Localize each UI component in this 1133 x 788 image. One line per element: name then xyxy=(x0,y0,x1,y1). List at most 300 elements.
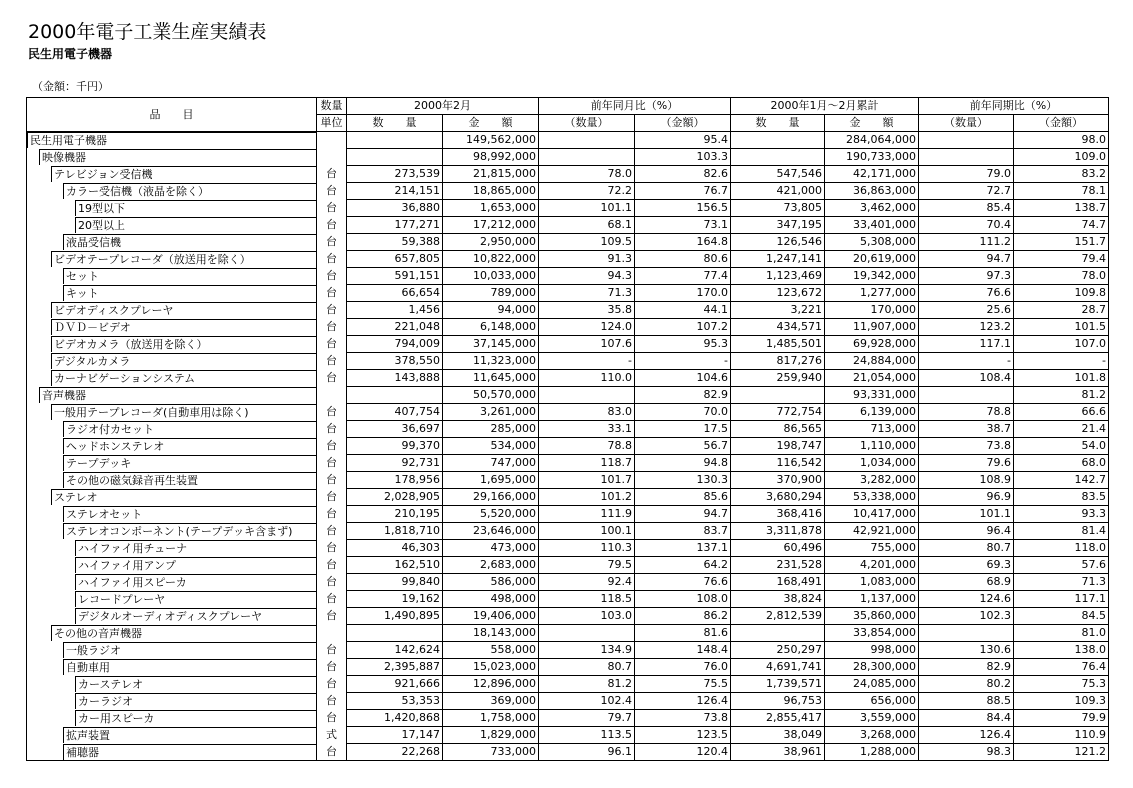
yoy-amount-cell: 82.9 xyxy=(635,387,731,404)
cum-qty-cell: 38,961 xyxy=(731,744,825,761)
yoy-qty-cell: 101.2 xyxy=(539,489,635,506)
table-row xyxy=(27,132,1109,149)
yoy-qty-cell: 91.3 xyxy=(539,251,635,268)
unit-cell: 台 xyxy=(317,557,347,574)
cum-yoy-amount-cell: 21.4 xyxy=(1014,421,1109,438)
unit-cell: 台 xyxy=(317,251,347,268)
table-row xyxy=(27,421,1109,438)
yoy-amount-cell: 164.8 xyxy=(635,234,731,251)
cum-yoy-amount-cell: 83.2 xyxy=(1014,166,1109,183)
header-item: 品 目 xyxy=(27,98,317,132)
page-title: 2000年電子工業生産実績表 xyxy=(28,21,267,43)
yoy-qty-cell: 79.7 xyxy=(539,710,635,727)
header-cum-yoy-qty: （数量） xyxy=(919,115,1014,132)
cum-amount-cell: 33,854,000 xyxy=(825,625,919,642)
yoy-amount-cell: 44.1 xyxy=(635,302,731,319)
unit-cell: 台 xyxy=(317,608,347,625)
unit-cell: 台 xyxy=(317,472,347,489)
yoy-qty-cell: 118.7 xyxy=(539,455,635,472)
yoy-qty-cell: 79.5 xyxy=(539,557,635,574)
qty-cell: 1,456 xyxy=(347,302,443,319)
item-name: カーナビゲーションシステム xyxy=(51,370,316,386)
header-feb-yoy-amount: （金額） xyxy=(635,115,731,132)
yoy-amount-cell: 82.6 xyxy=(635,166,731,183)
yoy-qty-cell: 83.0 xyxy=(539,404,635,421)
item-name: ステレオセット xyxy=(63,506,316,522)
amount-cell: 747,000 xyxy=(443,455,539,472)
qty-cell xyxy=(347,625,443,642)
item-name: ビデオテープレコーダ（放送用を除く） xyxy=(51,251,316,267)
cum-yoy-amount-cell: 117.1 xyxy=(1014,591,1109,608)
cum-yoy-qty-cell: 124.6 xyxy=(919,591,1014,608)
unit-cell: 台 xyxy=(317,574,347,591)
yoy-qty-cell xyxy=(539,132,635,149)
qty-cell: 92,731 xyxy=(347,455,443,472)
qty-cell: 53,353 xyxy=(347,693,443,710)
table-row xyxy=(27,472,1109,489)
qty-cell: 407,754 xyxy=(347,404,443,421)
item-cell xyxy=(27,744,317,761)
unit-cell xyxy=(317,132,347,149)
cum-amount-cell: 998,000 xyxy=(825,642,919,659)
cum-yoy-qty-cell: 126.4 xyxy=(919,727,1014,744)
item-name: 補聴器 xyxy=(63,744,316,760)
cum-yoy-qty-cell xyxy=(919,625,1014,642)
cum-yoy-qty-cell: 130.6 xyxy=(919,642,1014,659)
cum-yoy-amount-cell: 81.2 xyxy=(1014,387,1109,404)
qty-cell: 19,162 xyxy=(347,591,443,608)
unit-cell: 台 xyxy=(317,642,347,659)
item-cell xyxy=(27,421,317,438)
qty-cell: 214,151 xyxy=(347,183,443,200)
item-cell xyxy=(27,234,317,251)
amount-cell: 733,000 xyxy=(443,744,539,761)
yoy-amount-cell: 70.0 xyxy=(635,404,731,421)
cum-yoy-qty-cell: 97.3 xyxy=(919,268,1014,285)
cum-yoy-amount-cell: 76.4 xyxy=(1014,659,1109,676)
header-feb-qty: 数 量 xyxy=(347,115,443,132)
yoy-qty-cell: 110.0 xyxy=(539,370,635,387)
item-name: 一般用テープレコーダ(自動車用は除く) xyxy=(51,404,316,420)
item-name: 拡声装置 xyxy=(63,727,316,743)
cum-amount-cell: 53,338,000 xyxy=(825,489,919,506)
cum-qty-cell: 1,739,571 xyxy=(731,676,825,693)
table-row xyxy=(27,183,1109,200)
unit-cell xyxy=(317,625,347,642)
amount-cell: 94,000 xyxy=(443,302,539,319)
amount-cell: 149,562,000 xyxy=(443,132,539,149)
yoy-qty-cell: 92.4 xyxy=(539,574,635,591)
unit-cell: 台 xyxy=(317,336,347,353)
yoy-qty-cell: 110.3 xyxy=(539,540,635,557)
amount-cell: 11,645,000 xyxy=(443,370,539,387)
item-name: 液晶受信機 xyxy=(63,234,316,250)
table-row xyxy=(27,727,1109,744)
qty-cell xyxy=(347,387,443,404)
cum-amount-cell: 33,401,000 xyxy=(825,217,919,234)
cum-yoy-amount-cell: 121.2 xyxy=(1014,744,1109,761)
unit-cell: 台 xyxy=(317,438,347,455)
header-unit-top: 数量 xyxy=(317,98,347,115)
cum-amount-cell: 284,064,000 xyxy=(825,132,919,149)
item-name: 民生用電子機器 xyxy=(27,132,316,148)
cum-qty-cell: 38,824 xyxy=(731,591,825,608)
table-row xyxy=(27,353,1109,370)
cum-amount-cell: 3,462,000 xyxy=(825,200,919,217)
cum-yoy-amount-cell: 84.5 xyxy=(1014,608,1109,625)
amount-cell: 498,000 xyxy=(443,591,539,608)
yoy-amount-cell: 86.2 xyxy=(635,608,731,625)
table-row xyxy=(27,200,1109,217)
cum-qty-cell: 3,221 xyxy=(731,302,825,319)
qty-cell xyxy=(347,149,443,166)
cum-amount-cell: 42,921,000 xyxy=(825,523,919,540)
unit-cell: 台 xyxy=(317,200,347,217)
yoy-qty-cell xyxy=(539,625,635,642)
item-cell xyxy=(27,608,317,625)
item-name: その他の音声機器 xyxy=(51,625,316,641)
production-table xyxy=(26,97,1109,761)
amount-cell: 10,033,000 xyxy=(443,268,539,285)
item-cell xyxy=(27,591,317,608)
table-row xyxy=(27,302,1109,319)
cum-yoy-amount-cell: 28.7 xyxy=(1014,302,1109,319)
cum-amount-cell: 755,000 xyxy=(825,540,919,557)
unit-cell: 台 xyxy=(317,591,347,608)
cum-qty-cell: 73,805 xyxy=(731,200,825,217)
header-cum-yoy: 前年同期比（%） xyxy=(919,98,1109,115)
qty-cell: 99,840 xyxy=(347,574,443,591)
qty-cell: 99,370 xyxy=(347,438,443,455)
yoy-amount-cell: 170.0 xyxy=(635,285,731,302)
cum-yoy-qty-cell: 79.0 xyxy=(919,166,1014,183)
cum-yoy-amount-cell: 101.8 xyxy=(1014,370,1109,387)
yoy-qty-cell: 101.7 xyxy=(539,472,635,489)
cum-qty-cell: 2,812,539 xyxy=(731,608,825,625)
cum-yoy-qty-cell: 108.9 xyxy=(919,472,1014,489)
header-cum-qty: 数 量 xyxy=(731,115,825,132)
cum-yoy-amount-cell: 78.0 xyxy=(1014,268,1109,285)
item-name: ハイファイ用アンプ xyxy=(75,557,316,573)
cum-qty-cell: 116,542 xyxy=(731,455,825,472)
item-name: 19型以下 xyxy=(75,200,316,216)
cum-yoy-amount-cell: 138.7 xyxy=(1014,200,1109,217)
amount-cell: 1,758,000 xyxy=(443,710,539,727)
table-body xyxy=(27,132,1109,761)
item-cell xyxy=(27,693,317,710)
amount-cell: 10,822,000 xyxy=(443,251,539,268)
yoy-amount-cell: 95.3 xyxy=(635,336,731,353)
item-name: ハイファイ用チューナ xyxy=(75,540,316,556)
header-unit-bottom: 単位 xyxy=(317,115,347,132)
yoy-amount-cell: 103.3 xyxy=(635,149,731,166)
yoy-qty-cell: - xyxy=(539,353,635,370)
yoy-qty-cell: 80.7 xyxy=(539,659,635,676)
amount-cell: 37,145,000 xyxy=(443,336,539,353)
cum-amount-cell: 20,619,000 xyxy=(825,251,919,268)
cum-yoy-qty-cell: 72.7 xyxy=(919,183,1014,200)
item-name: 映像機器 xyxy=(39,149,316,165)
item-cell xyxy=(27,625,317,642)
header-cum-amount: 金 額 xyxy=(825,115,919,132)
item-name: カー用スピーカ xyxy=(75,710,316,726)
cum-yoy-qty-cell: 117.1 xyxy=(919,336,1014,353)
amount-cell: 18,865,000 xyxy=(443,183,539,200)
yoy-qty-cell: 101.1 xyxy=(539,200,635,217)
yoy-amount-cell: 83.7 xyxy=(635,523,731,540)
unit-cell: 台 xyxy=(317,540,347,557)
cum-qty-cell: 38,049 xyxy=(731,727,825,744)
yoy-amount-cell: 94.8 xyxy=(635,455,731,472)
item-cell xyxy=(27,557,317,574)
item-name: デジタルオーディオディスクプレーヤ xyxy=(75,608,316,624)
yoy-amount-cell: 95.4 xyxy=(635,132,731,149)
cum-amount-cell: 21,054,000 xyxy=(825,370,919,387)
table-row xyxy=(27,387,1109,404)
cum-yoy-amount-cell: 79.4 xyxy=(1014,251,1109,268)
cum-yoy-qty-cell: 69.3 xyxy=(919,557,1014,574)
unit-cell: 台 xyxy=(317,676,347,693)
yoy-amount-cell: 64.2 xyxy=(635,557,731,574)
cum-yoy-qty-cell: 38.7 xyxy=(919,421,1014,438)
qty-cell: 273,539 xyxy=(347,166,443,183)
item-cell xyxy=(27,217,317,234)
item-cell xyxy=(27,200,317,217)
yoy-amount-cell: 17.5 xyxy=(635,421,731,438)
yoy-qty-cell: 103.0 xyxy=(539,608,635,625)
table-row xyxy=(27,268,1109,285)
table-row xyxy=(27,251,1109,268)
amount-cell: 12,896,000 xyxy=(443,676,539,693)
qty-cell: 36,697 xyxy=(347,421,443,438)
cum-yoy-qty-cell xyxy=(919,387,1014,404)
cum-yoy-qty-cell: 98.3 xyxy=(919,744,1014,761)
yoy-amount-cell: 126.4 xyxy=(635,693,731,710)
cum-yoy-amount-cell: 109.0 xyxy=(1014,149,1109,166)
table-row xyxy=(27,557,1109,574)
cum-yoy-amount-cell: 107.0 xyxy=(1014,336,1109,353)
cum-amount-cell: 170,000 xyxy=(825,302,919,319)
table-row xyxy=(27,659,1109,676)
table-row xyxy=(27,319,1109,336)
cum-amount-cell: 713,000 xyxy=(825,421,919,438)
amount-cell: 1,829,000 xyxy=(443,727,539,744)
amount-cell: 98,992,000 xyxy=(443,149,539,166)
item-name: セット xyxy=(63,268,316,284)
header-feb-yoy-qty: （数量） xyxy=(539,115,635,132)
cum-qty-cell: 421,000 xyxy=(731,183,825,200)
item-name: その他の磁気録音再生装置 xyxy=(63,472,316,488)
cum-yoy-amount-cell: 75.3 xyxy=(1014,676,1109,693)
yoy-qty-cell: 109.5 xyxy=(539,234,635,251)
yoy-qty-cell: 111.9 xyxy=(539,506,635,523)
yoy-qty-cell: 78.8 xyxy=(539,438,635,455)
cum-qty-cell: 1,485,501 xyxy=(731,336,825,353)
cum-amount-cell: 1,083,000 xyxy=(825,574,919,591)
table-row xyxy=(27,166,1109,183)
yoy-amount-cell: 76.0 xyxy=(635,659,731,676)
item-name: ステレオコンポーネント(テープデッキ含まず) xyxy=(63,523,316,539)
cum-yoy-amount-cell: 74.7 xyxy=(1014,217,1109,234)
yoy-qty-cell: 113.5 xyxy=(539,727,635,744)
amount-cell: 15,023,000 xyxy=(443,659,539,676)
item-cell xyxy=(27,455,317,472)
yoy-amount-cell: 137.1 xyxy=(635,540,731,557)
item-cell xyxy=(27,506,317,523)
table-row xyxy=(27,608,1109,625)
cum-qty-cell: 231,528 xyxy=(731,557,825,574)
cum-amount-cell: 3,282,000 xyxy=(825,472,919,489)
cum-amount-cell: 1,277,000 xyxy=(825,285,919,302)
cum-amount-cell: 28,300,000 xyxy=(825,659,919,676)
table-row xyxy=(27,336,1109,353)
cum-yoy-amount-cell: 71.3 xyxy=(1014,574,1109,591)
yoy-amount-cell: 73.8 xyxy=(635,710,731,727)
yoy-amount-cell: 81.6 xyxy=(635,625,731,642)
item-cell xyxy=(27,676,317,693)
cum-yoy-amount-cell: 93.3 xyxy=(1014,506,1109,523)
unit-cell: 台 xyxy=(317,217,347,234)
cum-yoy-qty-cell: - xyxy=(919,353,1014,370)
cum-amount-cell: 5,308,000 xyxy=(825,234,919,251)
item-cell xyxy=(27,336,317,353)
unit-cell: 台 xyxy=(317,710,347,727)
cum-yoy-qty-cell: 78.8 xyxy=(919,404,1014,421)
yoy-amount-cell: 104.6 xyxy=(635,370,731,387)
qty-cell: 177,271 xyxy=(347,217,443,234)
amount-cell: 586,000 xyxy=(443,574,539,591)
yoy-amount-cell: 156.5 xyxy=(635,200,731,217)
qty-cell: 1,490,895 xyxy=(347,608,443,625)
amount-cell: 21,815,000 xyxy=(443,166,539,183)
cum-qty-cell xyxy=(731,625,825,642)
item-name: ビデオカメラ（放送用を除く） xyxy=(51,336,316,352)
cum-yoy-qty-cell: 96.4 xyxy=(919,523,1014,540)
cum-yoy-amount-cell: 109.8 xyxy=(1014,285,1109,302)
cum-yoy-amount-cell: 110.9 xyxy=(1014,727,1109,744)
amount-cell: 1,653,000 xyxy=(443,200,539,217)
cum-qty-cell: 168,491 xyxy=(731,574,825,591)
cum-yoy-amount-cell: 118.0 xyxy=(1014,540,1109,557)
header-feb-amount: 金 額 xyxy=(443,115,539,132)
item-cell xyxy=(27,574,317,591)
cum-qty-cell: 60,496 xyxy=(731,540,825,557)
cum-amount-cell: 42,171,000 xyxy=(825,166,919,183)
unit-cell: 台 xyxy=(317,353,347,370)
item-name: キット xyxy=(63,285,316,301)
cum-qty-cell: 123,672 xyxy=(731,285,825,302)
item-cell xyxy=(27,710,317,727)
item-name: カーステレオ xyxy=(75,676,316,692)
amount-cell: 3,261,000 xyxy=(443,404,539,421)
yoy-qty-cell: 71.3 xyxy=(539,285,635,302)
item-cell xyxy=(27,251,317,268)
yoy-amount-cell: 120.4 xyxy=(635,744,731,761)
table-row xyxy=(27,217,1109,234)
table-row xyxy=(27,693,1109,710)
cum-qty-cell: 547,546 xyxy=(731,166,825,183)
item-name: 音声機器 xyxy=(39,387,316,403)
cum-yoy-amount-cell: 83.5 xyxy=(1014,489,1109,506)
item-cell xyxy=(27,268,317,285)
amount-cell: 558,000 xyxy=(443,642,539,659)
qty-cell: 143,888 xyxy=(347,370,443,387)
item-name: テープデッキ xyxy=(63,455,316,471)
cum-qty-cell: 250,297 xyxy=(731,642,825,659)
qty-cell: 162,510 xyxy=(347,557,443,574)
qty-cell: 921,666 xyxy=(347,676,443,693)
qty-cell: 59,388 xyxy=(347,234,443,251)
yoy-qty-cell: 72.2 xyxy=(539,183,635,200)
amount-cell: 1,695,000 xyxy=(443,472,539,489)
cum-yoy-amount-cell: 78.1 xyxy=(1014,183,1109,200)
item-cell xyxy=(27,540,317,557)
amount-cell: 11,323,000 xyxy=(443,353,539,370)
unit-cell: 台 xyxy=(317,319,347,336)
item-cell xyxy=(27,642,317,659)
yoy-amount-cell: 148.4 xyxy=(635,642,731,659)
unit-cell: 台 xyxy=(317,404,347,421)
item-cell xyxy=(27,370,317,387)
item-name: ＤＶＤ－ビデオ xyxy=(51,319,316,335)
table-row xyxy=(27,574,1109,591)
yoy-amount-cell: 75.5 xyxy=(635,676,731,693)
amount-cell: 29,166,000 xyxy=(443,489,539,506)
table-row xyxy=(27,506,1109,523)
cum-qty-cell: 1,247,141 xyxy=(731,251,825,268)
cum-qty-cell: 2,855,417 xyxy=(731,710,825,727)
cum-qty-cell: 198,747 xyxy=(731,438,825,455)
cum-qty-cell: 86,565 xyxy=(731,421,825,438)
cum-amount-cell: 1,137,000 xyxy=(825,591,919,608)
cum-amount-cell: 3,268,000 xyxy=(825,727,919,744)
yoy-amount-cell: 85.6 xyxy=(635,489,731,506)
cum-qty-cell: 126,546 xyxy=(731,234,825,251)
cum-qty-cell xyxy=(731,149,825,166)
unit-cell: 台 xyxy=(317,234,347,251)
yoy-qty-cell: 107.6 xyxy=(539,336,635,353)
cum-amount-cell: 3,559,000 xyxy=(825,710,919,727)
cum-yoy-amount-cell: 109.3 xyxy=(1014,693,1109,710)
yoy-qty-cell: 68.1 xyxy=(539,217,635,234)
item-cell xyxy=(27,132,317,149)
table-row xyxy=(27,404,1109,421)
cum-qty-cell: 96,753 xyxy=(731,693,825,710)
item-cell xyxy=(27,659,317,676)
amount-cell: 17,212,000 xyxy=(443,217,539,234)
cum-yoy-qty-cell: 94.7 xyxy=(919,251,1014,268)
amount-cell: 19,406,000 xyxy=(443,608,539,625)
yoy-amount-cell: - xyxy=(635,353,731,370)
yoy-qty-cell: 124.0 xyxy=(539,319,635,336)
cum-yoy-qty-cell: 82.9 xyxy=(919,659,1014,676)
item-cell xyxy=(27,404,317,421)
qty-cell: 210,195 xyxy=(347,506,443,523)
page-subtitle: 民生用電子機器 xyxy=(28,47,113,61)
item-cell xyxy=(27,302,317,319)
yoy-amount-cell: 76.7 xyxy=(635,183,731,200)
yoy-qty-cell xyxy=(539,387,635,404)
cum-qty-cell: 370,900 xyxy=(731,472,825,489)
unit-cell: 台 xyxy=(317,285,347,302)
item-cell xyxy=(27,489,317,506)
cum-amount-cell: 24,884,000 xyxy=(825,353,919,370)
item-cell xyxy=(27,472,317,489)
cum-yoy-qty-cell: 108.4 xyxy=(919,370,1014,387)
cum-yoy-qty-cell: 84.4 xyxy=(919,710,1014,727)
cum-qty-cell: 4,691,741 xyxy=(731,659,825,676)
unit-cell: 台 xyxy=(317,166,347,183)
